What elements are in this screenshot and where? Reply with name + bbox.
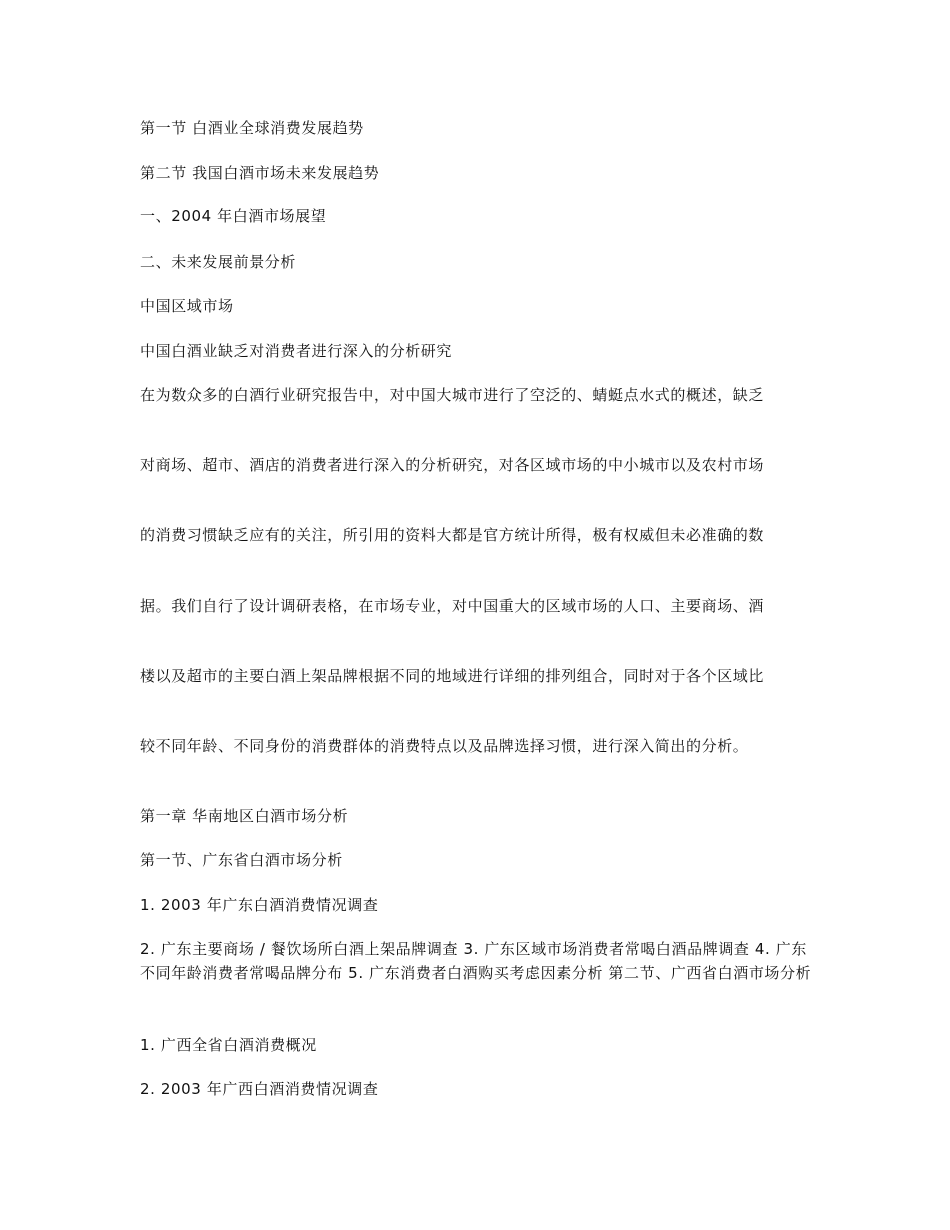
- list-item: 2. 广东主要商场 / 餐饮场所白酒上架品牌调查 3. 广东区域市场消费者常喝白酒品牌调查 4. 广东不同年龄消费者常喝品牌分布 5. 广东消费者白酒购买考虑因素分析 第二节、广西省白酒市场分析: [140, 940, 812, 982]
- list-item: 2. 2003 年广西白酒消费情况调查: [140, 1080, 379, 1098]
- subsection-heading: 一、2004 年白酒市场展望: [140, 207, 327, 225]
- list-item: 1. 广西全省白酒消费概况: [140, 1036, 317, 1054]
- paragraph: 对商场、超市、酒店的消费者进行深入的分析研究，对各区域市场的中小城市以及农村市场: [140, 456, 765, 474]
- chapter-heading: 第一章 华南地区白酒市场分析: [140, 807, 349, 825]
- paragraph: 的消费习惯缺乏应有的关注，所引用的资料大都是官方统计所得，极有权威但未必准确的数: [140, 526, 765, 544]
- subsection-heading: 二、未来发展前景分析: [140, 253, 297, 271]
- paragraph: 楼以及超市的主要白酒上架品牌根据不同的地域进行详细的排列组合，同时对于各个区域比: [140, 667, 765, 685]
- paragraph: 在为数众多的白酒行业研究报告中，对中国大城市进行了空泛的、蜻蜓点水式的概述，缺乏: [140, 386, 765, 404]
- section-heading: 中国区域市场: [140, 297, 234, 315]
- section-heading: 第一节 白酒业全球消费发展趋势: [140, 119, 364, 137]
- paragraph: 据。我们自行了设计调研表格，在市场专业，对中国重大的区域市场的人口、主要商场、酒: [140, 597, 765, 615]
- section-heading: 第一节、广东省白酒市场分析: [140, 851, 343, 869]
- section-heading: 第二节 我国白酒市场未来发展趋势: [140, 164, 380, 182]
- list-item: 1. 2003 年广东白酒消费情况调查: [140, 896, 379, 914]
- paragraph: 中国白酒业缺乏对消费者进行深入的分析研究: [140, 342, 453, 360]
- paragraph: 较不同年龄、不同身份的消费群体的消费特点以及品牌选择习惯，进行深入简出的分析。: [140, 737, 749, 755]
